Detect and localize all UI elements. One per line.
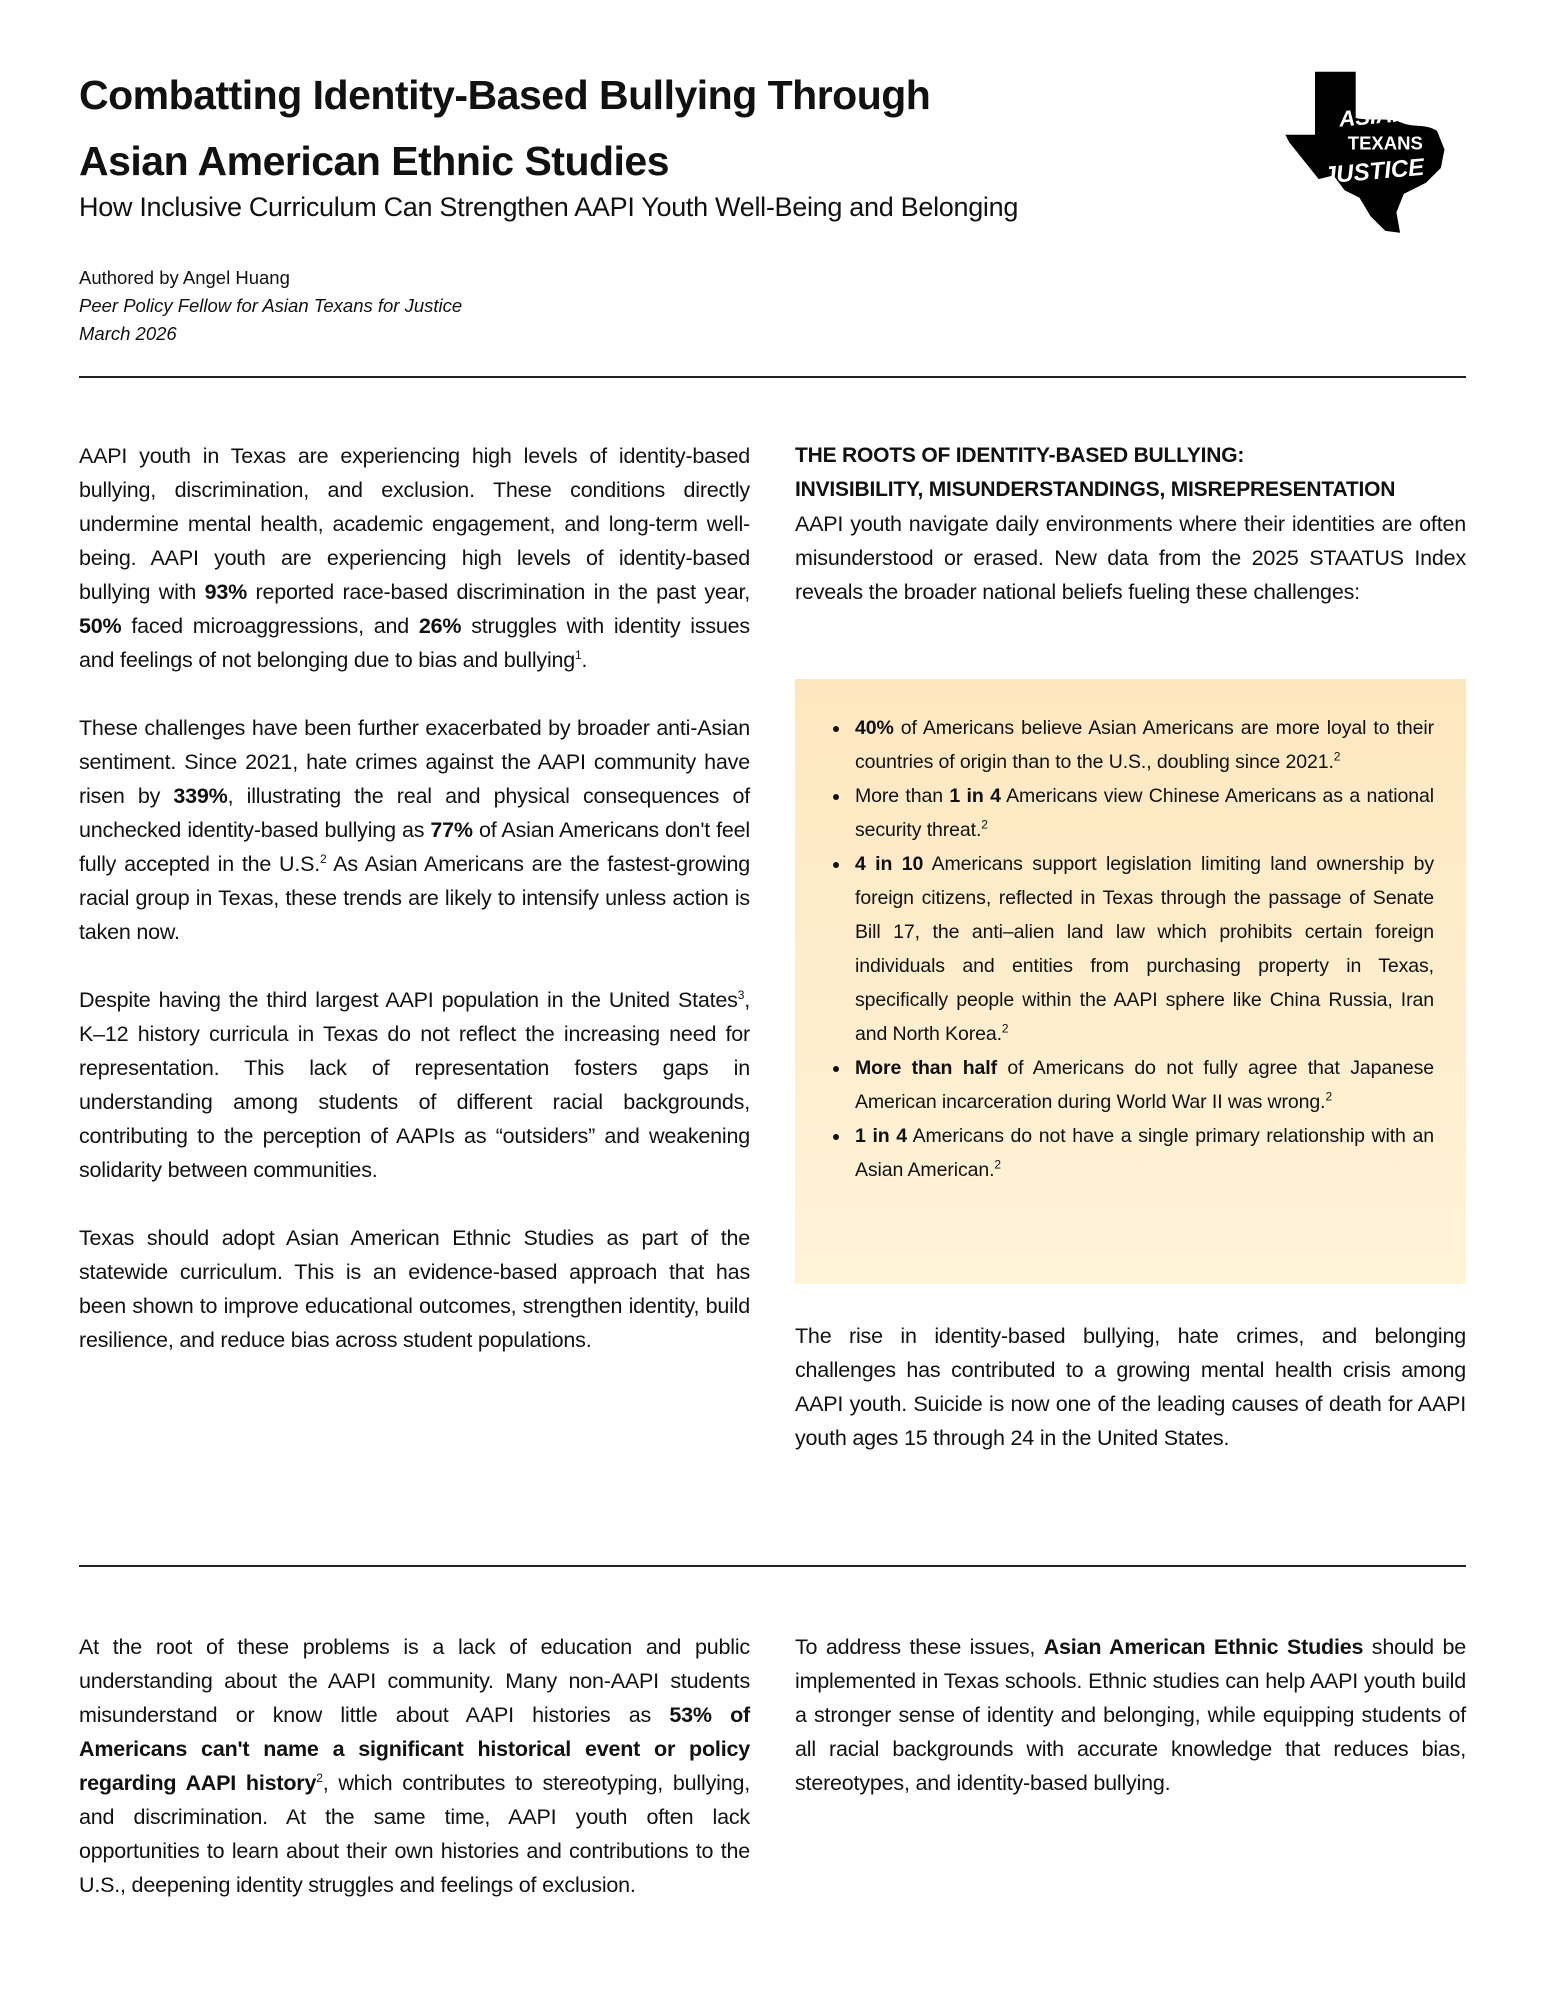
stat: More than half xyxy=(855,1057,997,1079)
text: More than xyxy=(855,785,950,807)
footnote-ref: 1 xyxy=(575,647,582,662)
footnote-ref: 2 xyxy=(1333,749,1341,764)
text: struggles with identity issues and feelings of not belonging due to bias and bullying xyxy=(79,614,750,672)
stat: 50% xyxy=(79,614,122,638)
heading-line-2: INVISIBILITY, MISUNDERSTANDINGS, MISREPRESENTATION xyxy=(795,478,1396,501)
text: Americans do not have a single primary relationship with an Asian American. xyxy=(855,1125,1434,1181)
stat: 40% xyxy=(855,717,894,739)
stat: 4 in 10 xyxy=(855,853,924,875)
page-title xyxy=(79,62,1229,194)
footnote-ref: 2 xyxy=(981,817,988,832)
svg-text:ASIAN: ASIAN xyxy=(1338,100,1410,132)
footnote-ref: 2 xyxy=(316,1770,323,1785)
title-line-2: Asian American Ethnic Studies xyxy=(79,138,670,184)
footnote-ref: 2 xyxy=(1325,1089,1333,1104)
text: reported race-based discrimination in the past year, xyxy=(247,580,750,604)
stat: 93% xyxy=(204,580,248,604)
text: To address these issues, xyxy=(795,1635,1044,1659)
list-item xyxy=(851,711,1434,779)
paragraph-representation xyxy=(79,983,750,1187)
text: At the root of these problems is a lack of education and public understanding about the AAPI community. Many non-AAPI students misunderstand or know little about AAPI histories as xyxy=(79,1635,750,1727)
footnote-ref: 3 xyxy=(737,987,745,1002)
stat: 339% xyxy=(173,784,228,808)
roots-intro: AAPI youth navigate daily environments where their identities are often misunderstood or erased. New data from the 2025 STAATUS Index reveals the broader national beliefs fueling these challenges: xyxy=(795,512,1466,604)
text: As Asian Americans are the fastest-growing racial group in Texas, these trends are likely to intensify unless action is taken now. xyxy=(79,852,750,944)
stat: 26% xyxy=(418,614,462,638)
asian-texans-for-justice-logo xyxy=(1278,57,1463,242)
footnote-ref: 2 xyxy=(320,851,327,866)
paragraph-anti-asian-sentiment xyxy=(79,711,750,949)
text: of Asian Americans don't feel fully accepted in the U.S. xyxy=(79,818,750,876)
divider xyxy=(79,376,1466,378)
section-heading xyxy=(795,439,1466,507)
stat: 1 in 4 xyxy=(949,785,1001,807)
author-role: Peer Policy Fellow for Asian Texans for Justice xyxy=(79,295,463,316)
footnote-ref: 2 xyxy=(1001,1021,1009,1036)
text: should be implemented in Texas schools. Ethnic studies can help AAPI youth build a stronger sense of identity and belonging, while equipping students of all racial backgrounds with accurate knowledge that reduces bias, stereotypes, and identity-based bullying. xyxy=(795,1635,1466,1795)
footnote-ref: 2 xyxy=(994,1157,1001,1172)
list-item xyxy=(851,1051,1434,1119)
text: Americans view Chinese Americans as a national security threat. xyxy=(855,785,1434,841)
education-gap-paragraph xyxy=(79,1630,750,1936)
list-item xyxy=(851,847,1434,1051)
paragraph-bullying-stats xyxy=(79,439,750,677)
byline xyxy=(79,264,462,348)
statistics-callout-box xyxy=(795,679,1466,1284)
text: Americans support legislation limiting land ownership by foreign citizens, reflected in Texas through the passage of Senate Bill 17, the anti–alien land law which prohibits certain foreign individuals and entities from purchasing property in Texas, specifically people within the AAPI sphere like China Russia, Iran and North Korea. xyxy=(855,853,1434,1045)
intro-column xyxy=(79,439,750,1391)
heading-line-1: THE ROOTS OF IDENTITY-BASED BULLYING: xyxy=(795,444,1245,467)
publish-date: March 2026 xyxy=(79,323,177,344)
svg-text:TEXANS: TEXANS xyxy=(1347,132,1423,154)
divider xyxy=(79,1565,1466,1567)
text: faced microaggressions, and xyxy=(121,614,419,638)
svg-text:JUSTICE: JUSTICE xyxy=(1321,153,1426,190)
list-item xyxy=(851,1119,1434,1187)
text: . xyxy=(581,648,588,672)
mental-health-paragraph xyxy=(795,1319,1466,1489)
text: , illustrating the real and physical consequences of unchecked identity-based bullying as xyxy=(79,784,750,842)
paragraph xyxy=(795,1630,1466,1800)
roots-section xyxy=(795,439,1466,643)
author-name: Authored by Angel Huang xyxy=(79,267,290,288)
paragraph-recommendation: Texas should adopt Asian American Ethnic Studies as part of the statewide curriculum. This is an evidence-based approach that has been shown to improve educational outcomes, strengthen identity, build resilience, and reduce bias across student populations. xyxy=(79,1226,750,1352)
stat: 1 in 4 xyxy=(855,1125,908,1147)
stat: 53% of Americans can't name a significant historical event or policy regarding AAPI history xyxy=(79,1703,750,1795)
text: of Americans do not fully agree that Japanese American incarceration during World War II was wrong. xyxy=(855,1057,1435,1113)
text: AAPI youth in Texas are experiencing high levels of identity-based bullying, discrimination, and exclusion. These conditions directly undermine mental health, academic engagement, and long-term well-being. AAPI youth are experiencing high levels of identity-based bullying with xyxy=(79,444,750,604)
text: , which contributes to stereotyping, bullying, and discrimination. At the same time, AAPI youth often lack opportunities to learn about their own histories and contributions to the U.S., deepening identity struggles and feelings of exclusion. xyxy=(79,1771,750,1897)
list-item xyxy=(851,779,1434,847)
closing-text: The rise in identity-based bullying, hate crimes, and belonging challenges has contributed to a growing mental health crisis among AAPI youth. Suicide is now one of the leading causes of death for AAPI youth ages 15 through 24 in the United States. xyxy=(795,1324,1466,1450)
solution-paragraph xyxy=(795,1630,1466,1834)
subtitle: How Inclusive Curriculum Can Strengthen AAPI Youth Well-Being and Belonging xyxy=(79,192,1019,222)
text: , K–12 history curricula in Texas do not reflect the increasing need for representation. This lack of representation fosters gaps in understanding among students of different racial backgrounds, contributing to the perception of AAPIs as “outsiders” and weakening solidarity between communities. xyxy=(79,988,750,1182)
statistics-list xyxy=(825,711,1434,1187)
stat: 77% xyxy=(430,818,473,842)
title-line-1: Combatting Identity-Based Bullying Through xyxy=(79,72,931,118)
emphasis: Asian American Ethnic Studies xyxy=(1043,1635,1364,1659)
text: of Americans believe Asian Americans are more loyal to their countries of origin than to the U.S., doubling since 2021. xyxy=(855,717,1434,773)
text: These challenges have been further exacerbated by broader anti-Asian sentiment. Since 2021, hate crimes against the AAPI community have risen by xyxy=(79,716,750,808)
paragraph xyxy=(79,1630,750,1902)
text: Despite having the third largest AAPI population in the United States xyxy=(79,988,738,1012)
